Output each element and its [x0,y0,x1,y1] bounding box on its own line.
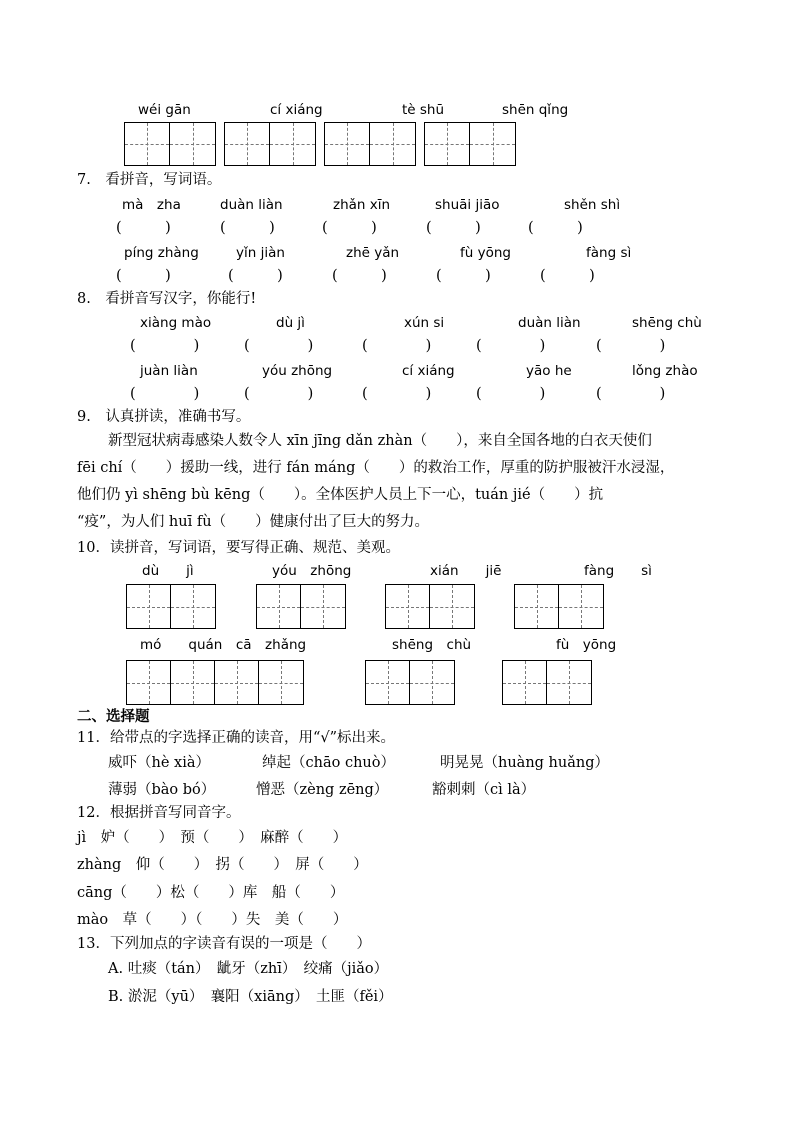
pinyin-label: tè shū [402,102,445,118]
pinyin-label: zhǎn xīn [333,197,391,213]
answer-blank[interactable]: ( ) [116,220,171,236]
pinyin-label: xiàng mào [140,315,212,331]
writing-grid[interactable] [256,584,346,629]
pinyin-label: píng zhàng [124,245,199,261]
homophone-row: mào 草（ ）（ ）失 美（ ） [77,912,348,928]
writing-grid[interactable] [126,584,216,629]
writing-grid[interactable] [385,584,475,629]
pinyin-label: fàng sì [586,245,632,261]
pinyin-label: juàn liàn [140,363,198,379]
answer-blank[interactable]: ( ) [244,386,314,402]
pinyin-label: yāo he [526,363,572,379]
pinyin-label: shēng chù [632,315,702,331]
choice-item[interactable]: 绰起（chāo chuò） [262,755,395,771]
pinyin-label: dù jì [276,315,305,331]
pinyin-label: dù jì [142,563,194,579]
pinyin-label: cí xiáng [402,363,455,379]
homophone-row: zhàng 仰（ ） 拐（ ） 屏（ ） [77,857,368,873]
option-b[interactable]: B. 淤泥（yū） 襄阳（xiāng） 土匪（fěi） [108,989,393,1005]
paragraph-line: 新型冠状病毒感染人数令人 xīn jīng dǎn zhàn（ ），来自全国各地的白衣天使们 [108,433,652,449]
pinyin-label: xián jiē [430,563,502,579]
answer-blank[interactable]: ( ) [426,220,481,236]
pinyin-label: shēng chù [392,637,472,653]
pinyin-label: duàn liàn [518,315,581,331]
answer-blank[interactable]: ( ) [332,268,387,284]
pinyin-label: xún si [404,315,445,331]
answer-blank[interactable]: ( ) [362,386,432,402]
answer-blank[interactable]: ( ) [116,268,171,284]
pinyin-label: shěn shì [564,197,621,213]
answer-blank[interactable]: ( ) [228,268,283,284]
pinyin-label: cí xiáng [270,102,323,118]
answer-blank[interactable]: ( ) [130,386,200,402]
homophone-row: jì 妒（ ） 预（ ） 麻醉（ ） [77,830,348,846]
choice-item[interactable]: 明晃晃（huàng huǎng） [440,755,609,771]
paragraph-line: “疫”，为人们 huī fù（ ）健康付出了巨大的努力。 [77,514,430,530]
pinyin-label: zhē yǎn [346,245,400,261]
writing-grid[interactable] [502,660,592,705]
homophone-row: cāng（ ）松（ ）库 船（ ） [77,885,345,901]
paragraph-line: 他们仍 yì shēng bù kēng（ ）。全体医护人员上下一心，tuán jié（ ）抗 [77,487,604,503]
answer-blank[interactable]: ( ) [244,338,314,354]
paragraph-line: fēi chí（ ）援助一线，进行 fán máng（ ）的救治工作，厚重的防护服被汗水浸湿， [77,460,675,476]
question-title: 9. 认真拼读，准确书写。 [77,409,251,425]
choice-item[interactable]: 憎恶（zèng zēng） [256,782,389,798]
writing-grid[interactable] [365,660,455,705]
answer-blank[interactable]: ( ) [476,338,546,354]
pinyin-label: mà zha [122,197,181,213]
pinyin-label: shuāi jiāo [435,197,500,213]
answer-blank[interactable]: ( ) [362,338,432,354]
pinyin-label: yóu zhōng [272,563,352,579]
question-title: 8. 看拼音写汉字，你能行! [77,291,257,307]
writing-grid[interactable] [124,122,216,166]
pinyin-label: wéi gān [138,102,191,118]
answer-blank[interactable]: ( ) [596,338,666,354]
answer-blank[interactable]: ( ) [322,220,377,236]
answer-blank[interactable]: ( ) [528,220,583,236]
answer-blank[interactable]: ( ) [476,386,546,402]
question-title: 11．给带点的字选择正确的读音，用“√”标出来。 [77,730,396,746]
choice-item[interactable]: 薄弱（bào bó） [108,782,216,798]
pinyin-label: fù yōng [460,245,511,261]
pinyin-label: fàng sì [584,563,652,579]
writing-grid[interactable] [424,122,516,166]
writing-grid[interactable] [324,122,416,166]
choice-item[interactable]: 豁刺刺（cì là） [432,782,536,798]
answer-blank[interactable]: ( ) [596,386,666,402]
answer-blank[interactable]: ( ) [540,268,595,284]
question-title: 10．读拼音，写词语，要写得正确、规范、美观。 [77,540,400,556]
pinyin-label: lǒng zhào [632,363,698,379]
writing-grid[interactable] [514,584,604,629]
section-heading: 二、选择题 [77,708,150,725]
question-title: 7. 看拼音，写词语。 [77,172,222,188]
writing-grid[interactable] [224,122,316,166]
pinyin-label: shēn qǐng [502,102,569,118]
choice-item[interactable]: 威吓（hè xià） [108,755,210,771]
pinyin-label: duàn liàn [220,197,283,213]
answer-blank[interactable]: ( ) [436,268,491,284]
answer-blank[interactable]: ( ) [130,338,200,354]
pinyin-label: mó quán cā zhǎng [140,637,307,653]
question-title: 13．下列加点的字读音有误的一项是（ ） [77,936,371,952]
writing-grid[interactable] [126,660,304,705]
answer-blank[interactable]: ( ) [220,220,275,236]
pinyin-label: yóu zhōng [262,363,333,379]
question-title: 12．根据拼音写同音字。 [77,805,241,821]
option-a[interactable]: A. 吐痰（tán） 龇牙（zhī） 绞痛（jiǎo） [108,961,389,977]
pinyin-label: yǐn jiàn [236,245,285,261]
pinyin-label: fù yōng [556,637,617,653]
